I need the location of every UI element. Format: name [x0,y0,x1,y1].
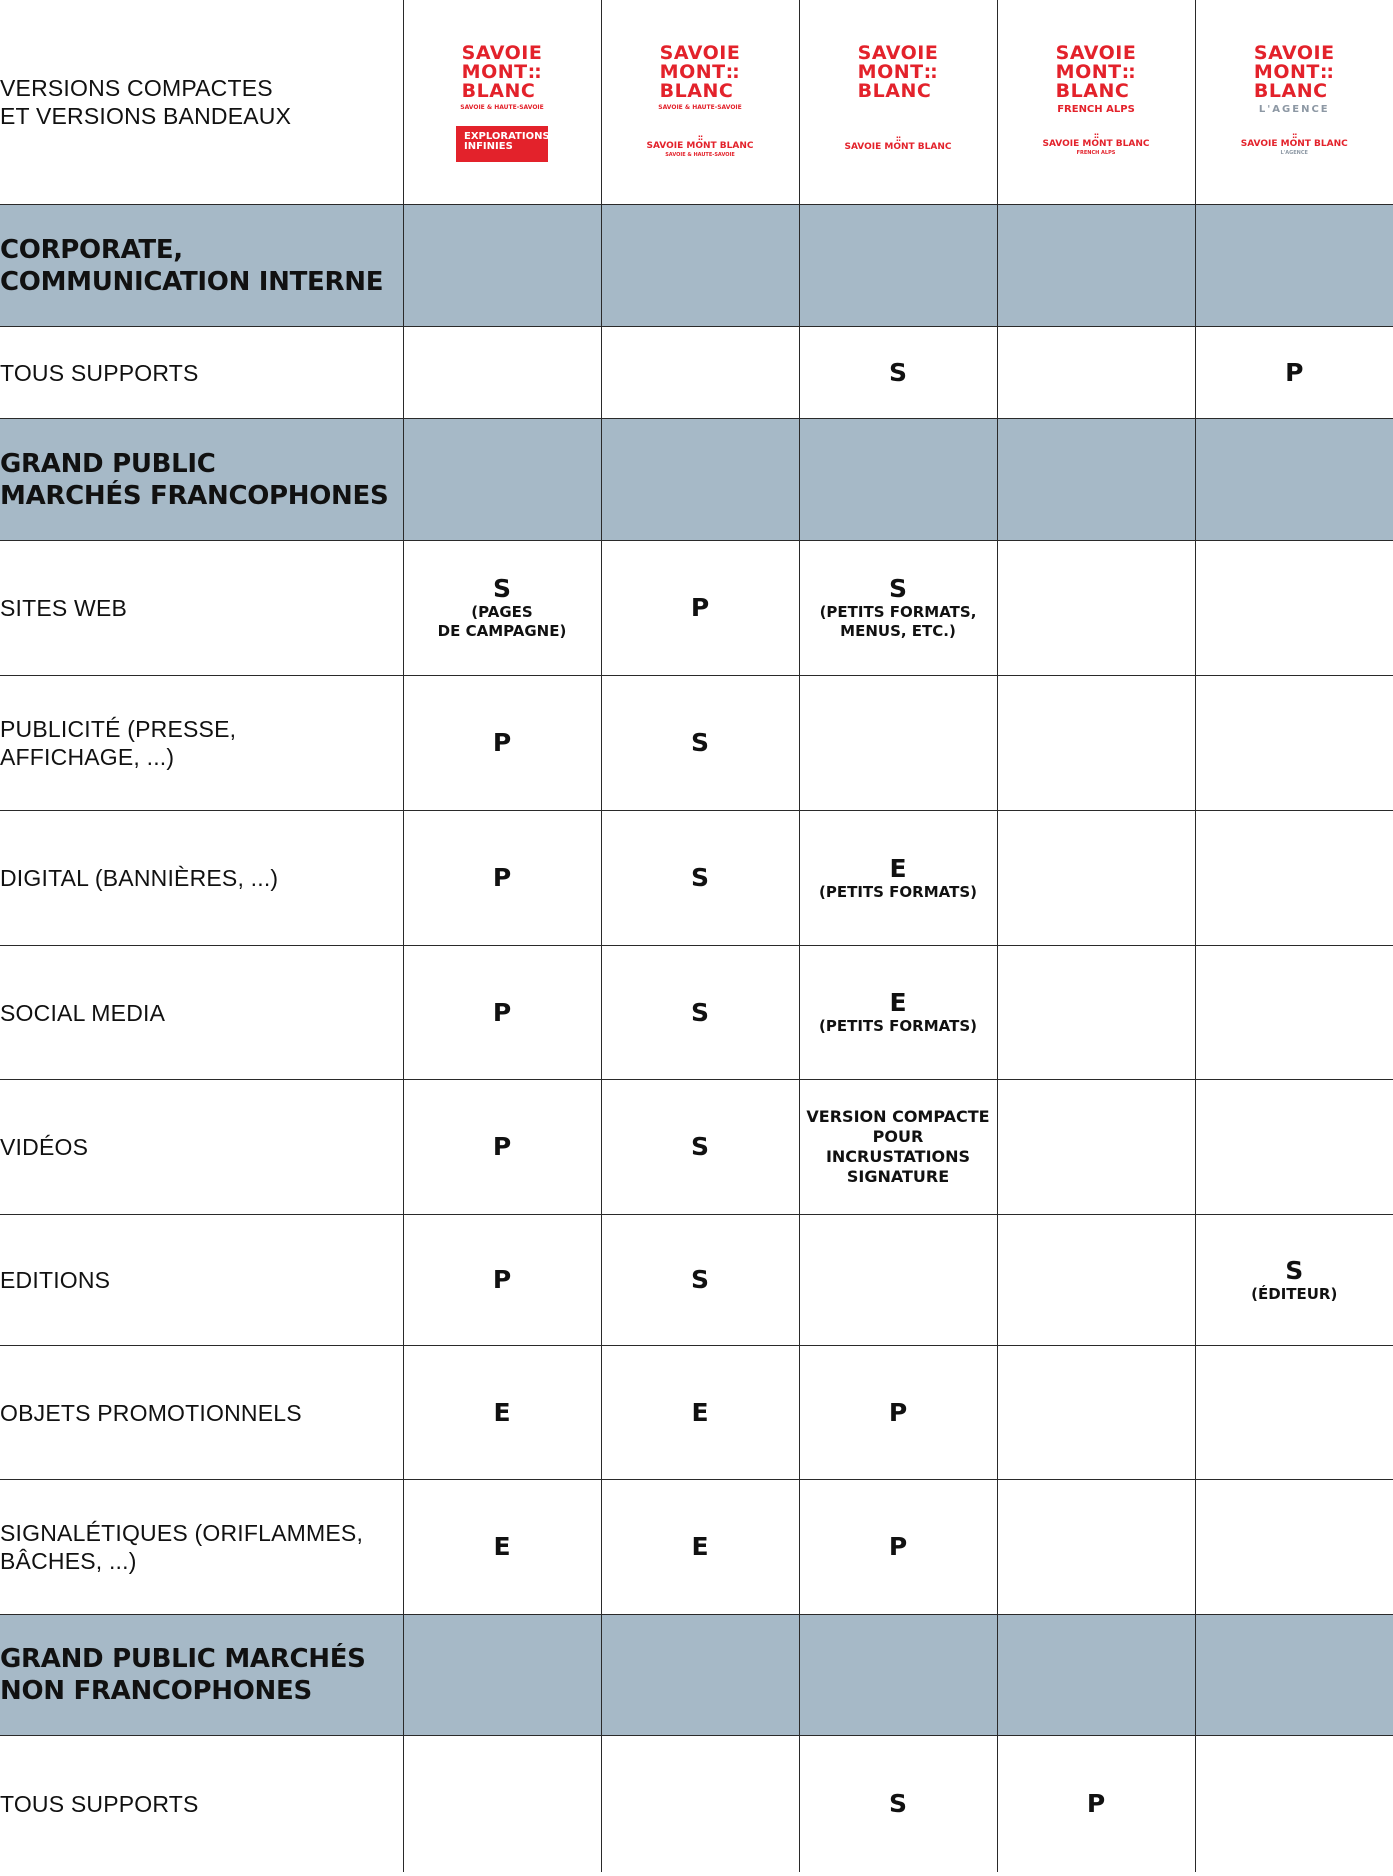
table-row [0,1480,1393,1615]
row-label-cell [0,327,403,419]
logo-subtitle: L'AGENCE [1258,104,1330,115]
banner-subtitle: L'AGENCE [1280,150,1308,156]
section-empty-cell [799,1615,997,1736]
row-label-cell [0,541,403,676]
section-header-row [0,205,1393,327]
usage-cell [601,1736,799,1872]
usage-cell [997,676,1195,811]
usage-cell [997,541,1195,676]
usage-cell [1195,676,1393,811]
banner-name: SAVOIE MONT BLANC [646,141,754,151]
row-label: TOUS SUPPORTS [0,359,199,386]
explorations-infinies-badge [456,126,548,162]
row-label-cell [0,1480,403,1615]
section-empty-cell [601,205,799,327]
usage-code: E [889,853,907,883]
logo-dots-icon: :: [725,61,739,83]
row-label: SIGNALÉTIQUES (ORIFLAMMES, BÂCHES, ...) [0,1520,364,1574]
usage-code: S [1285,1255,1304,1285]
usage-cell [601,811,799,946]
logo-line2: MONT [857,61,924,83]
usage-code: E [889,988,907,1017]
section-empty-cell [997,1615,1195,1736]
usage-code: E [493,1532,511,1561]
row-label-cell [0,1080,403,1215]
usage-cell [403,327,601,419]
section-empty-cell [1195,419,1393,541]
usage-cell [997,1080,1195,1215]
logo-line2: MONT [1055,61,1122,83]
section-empty-cell [1195,205,1393,327]
header-label: VERSIONS COMPACTES ET VERSIONS BANDEAUX [0,75,292,129]
usage-cell [601,1346,799,1480]
logo-line2: MONT [1253,61,1320,83]
logo-wordmark [1056,44,1137,101]
usage-cell [1195,1346,1393,1480]
usage-cell [799,1736,997,1872]
usage-cell [997,1346,1195,1480]
usage-cell [799,676,997,811]
banner-dots-icon: :: [1093,131,1099,140]
usage-code: S [888,574,907,603]
logo-subtitle: FRENCH ALPS [1057,104,1135,115]
table-row [0,327,1393,419]
usage-cell [997,946,1195,1080]
row-label-cell [0,811,403,946]
banner-subtitle: SAVOIE & HAUTE-SAVOIE [665,152,735,158]
logo-line1: SAVOIE [1253,42,1335,64]
logo-cell-3 [799,0,997,205]
section-empty-cell [601,1615,799,1736]
row-label: EDITIONS [0,1267,111,1293]
row-label-cell [0,946,403,1080]
usage-code: S [690,863,709,892]
usage-cell [1195,1480,1393,1615]
section-empty-cell [997,205,1195,327]
usage-cell [1195,1215,1393,1346]
usage-cell [403,1480,601,1615]
logo-cell-2 [601,0,799,205]
usage-cell [403,541,601,676]
logo-line2: MONT [461,61,528,83]
usage-cell [799,1346,997,1480]
usage-code: S [690,997,709,1027]
logo-french-alps [998,0,1195,204]
usage-code: E [691,1532,709,1561]
usage-code: P [492,863,512,892]
row-label: OBJETS PROMOTIONNELS [0,1399,302,1426]
logo-line1: SAVOIE [461,42,543,64]
table-row [0,1080,1393,1215]
logo-line3: BLANC [461,80,536,102]
logo-wordmark [1254,44,1335,101]
banner-version [1241,132,1348,156]
usage-note: (PAGES DE CAMPAGNE) [437,603,567,640]
usage-cell [799,1215,997,1346]
usage-cell [403,1215,601,1346]
banner-dots-icon: :: [895,134,901,143]
usage-cell [1195,811,1393,946]
badge-line1: EXPLORATIONS [464,131,550,142]
usage-code: S [492,574,511,603]
row-label-cell [0,676,403,811]
logo-line2: MONT [659,61,726,83]
logo-dots-icon: :: [527,61,541,83]
banner-dots-icon: :: [1292,131,1297,140]
logo-line3: BLANC [659,80,734,102]
section-title: GRAND PUBLIC MARCHÉS FRANCOPHONES [0,448,389,511]
logo-l-agence [1196,0,1393,204]
usage-cell [997,811,1195,946]
usage-code: P [1086,1788,1106,1818]
usage-cell [997,1736,1195,1872]
section-header-row [0,1615,1393,1736]
section-empty-cell [799,419,997,541]
usage-cell [601,541,799,676]
logo-dots-icon: :: [1121,61,1135,83]
logo-line1: SAVOIE [857,42,939,64]
usage-code: S [888,357,907,387]
logo-line3: BLANC [1055,80,1130,102]
usage-code: P [690,593,710,622]
usage-cell [601,1480,799,1615]
logo-wordmark [858,44,939,101]
usage-cell [403,811,601,946]
logo-dots-icon: :: [1319,61,1334,83]
logo-line1: SAVOIE [659,42,741,64]
section-empty-cell [601,419,799,541]
logo-savoie-haute-savoie [602,0,799,204]
row-label: SOCIAL MEDIA [0,999,166,1026]
usage-code: P [888,1397,908,1427]
table-row [0,1736,1393,1872]
usage-cell [403,676,601,811]
usage-note: (PETITS FORMATS) [819,1017,977,1035]
badge-line2: INFINIES [464,141,513,152]
row-label: PUBLICITÉ (PRESSE, AFFICHAGE, ...) [0,716,237,770]
banner-version [646,134,753,158]
logo-cell-4 [997,0,1195,205]
banner-subtitle: FRENCH ALPS [1076,150,1116,156]
section-empty-cell [403,1615,601,1736]
usage-cell [997,1480,1195,1615]
row-label: TOUS SUPPORTS [0,1790,199,1817]
logo-cell-1 [403,0,601,205]
table-row [0,1346,1393,1480]
usage-code: P [492,997,512,1027]
section-empty-cell [1195,1615,1393,1736]
row-label-cell [0,1346,403,1480]
usage-code: S [888,1788,907,1818]
usage-code: E [691,1397,709,1427]
row-label-cell [0,1736,403,1872]
table-row [0,811,1393,946]
usage-code: P [1285,357,1304,387]
usage-note: (PETITS FORMATS, MENUS, ETC.) [819,603,977,640]
usage-cell [403,1736,601,1872]
banner-name: SAVOIE MONT BLANC [844,142,952,152]
section-title-cell [0,205,403,327]
banner-name: SAVOIE MONT BLANC [1240,139,1348,149]
row-label: SITES WEB [0,595,128,621]
banner-version [1042,132,1149,156]
banner-version [844,135,951,153]
usage-cell [799,1080,997,1215]
table-row [0,946,1393,1080]
logo-dots-icon: :: [923,61,937,83]
usage-cell [1195,1736,1393,1872]
usage-cell [799,946,997,1080]
usage-note: VERSION COMPACTE POUR INCRUSTATIONS SIGNATURE [806,1107,990,1186]
logo-line3: BLANC [857,80,932,102]
section-empty-cell [799,205,997,327]
section-title-cell [0,419,403,541]
banner-dots-icon: :: [697,133,703,142]
table-row [0,1215,1393,1346]
row-label: DIGITAL (BANNIÈRES, ...) [0,865,279,891]
logo-wordmark [462,44,543,101]
logo-line3: BLANC [1253,80,1328,102]
logo-line1: SAVOIE [1055,42,1137,64]
usage-code: E [493,1397,511,1427]
table-row [0,541,1393,676]
usage-code: P [492,728,512,757]
usage-cell [997,1215,1195,1346]
section-title: GRAND PUBLIC MARCHÉS NON FRANCOPHONES [0,1644,366,1706]
usage-cell [1195,327,1393,419]
usage-cell [1195,541,1393,676]
usage-cell [601,327,799,419]
usage-cell [799,1480,997,1615]
logo-subtitle: SAVOIE & HAUTE-SAVOIE [460,104,544,111]
section-title-cell [0,1615,403,1736]
usage-cell [997,327,1195,419]
usage-note: (PETITS FORMATS) [819,882,977,901]
usage-cell [601,946,799,1080]
section-empty-cell [403,205,601,327]
usage-code: P [492,1132,512,1161]
usage-cell [1195,1080,1393,1215]
header-row [0,0,1393,205]
usage-code: S [690,1132,709,1161]
logo-wordmark [660,44,741,101]
logo-cell-5 [1195,0,1393,205]
logo-savoie-mont-blanc [800,0,997,204]
usage-note: (ÉDITEUR) [1251,1284,1338,1303]
section-empty-cell [403,419,601,541]
row-label: VIDÉOS [0,1134,89,1160]
logo-explorations-infinies [404,0,601,204]
banner-name: SAVOIE MONT BLANC [1042,139,1150,149]
section-empty-cell [997,419,1195,541]
usage-cell [601,1215,799,1346]
usage-cell [799,327,997,419]
usage-cell [403,1080,601,1215]
usage-cell [799,811,997,946]
section-header-row [0,419,1393,541]
usage-cell [403,1346,601,1480]
usage-cell [799,541,997,676]
usage-code: P [888,1532,908,1561]
usage-code: S [690,728,709,757]
section-title: CORPORATE, COMMUNICATION INTERNE [0,234,384,297]
table-row [0,676,1393,811]
usage-cell [601,676,799,811]
usage-cell [601,1080,799,1215]
usage-code: P [492,1265,512,1294]
usage-code: S [690,1265,709,1294]
usage-cell [1195,946,1393,1080]
row-label-cell [0,1215,403,1346]
logo-subtitle: SAVOIE & HAUTE-SAVOIE [658,104,742,111]
usage-cell [403,946,601,1080]
header-label-cell [0,0,403,205]
